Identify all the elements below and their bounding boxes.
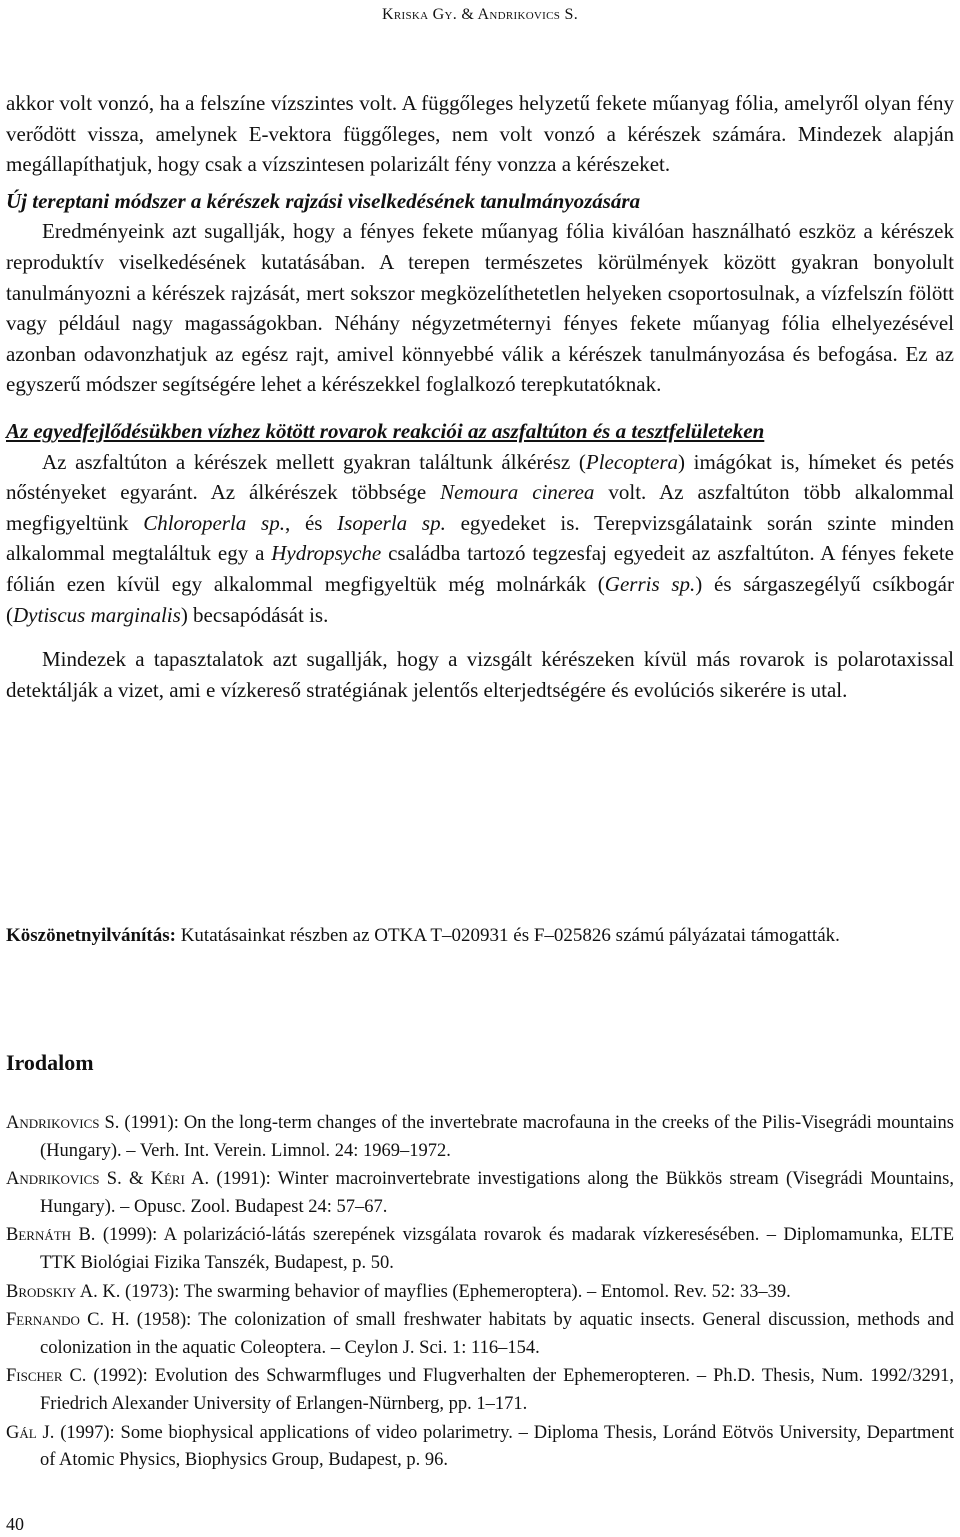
- running-head: Kriska Gy. & Andrikovics S.: [381, 6, 578, 23]
- reference-item: Andrikovics S. (1991): On the long-term changes of the invertebrate macrofauna in the creeks of the Pilis-Visegrádi mountains (Hungary). – Verh. Int. Verein. Limnol. 24: 1969–1972.: [6, 1113, 954, 1161]
- reference-item: Fernando C. H. (1958): The colonization of small freshwater habitats by aquatic insects. General discussion, methods and colonization in the aquatic Coleoptera. – Ceylon J. Sci. 1: 116–154.: [6, 1310, 954, 1358]
- taxon-name: Isoperla sp.: [337, 510, 446, 535]
- acknowledgement-text: Kutatásainkat részben az OTKA T–020931 és F–025826 számú pályázatai támogatták.: [175, 925, 840, 946]
- reference-authors: Bernáth B.: [6, 1225, 96, 1246]
- reference-authors: Fischer C.: [6, 1366, 87, 1387]
- reference-authors: Andrikovics S. & Kéri A.: [6, 1169, 210, 1190]
- main-text: [6, 88, 954, 705]
- page-number: 40: [6, 1514, 24, 1534]
- references-list: [6, 1110, 954, 1476]
- taxon-name: Chloroperla sp.: [143, 510, 285, 535]
- taxon-name: Plecoptera: [585, 449, 679, 474]
- reference-item: Gál J. (1997): Some biophysical applications of video polarimetry. – Diploma Thesis, Loránd Eötvös University, Department of Atomic Physics, Biophysics Group, Budapest, p. 96.: [6, 1422, 954, 1471]
- acknowledgement: [6, 922, 954, 949]
- taxon-name: Dytiscus marginalis: [13, 602, 181, 627]
- reference-authors: Fernando C. H.: [6, 1310, 130, 1331]
- field-method-paragraph: Eredményeink azt sugallják, hogy a fényes fekete műanyag fólia kiválóan használható eszköz a kérészek reproduktív viselkedésének kutatásában. A terepen természetes körülmények között gyakran bonyolult tanulmányozni a kérészek rajzását, mert sokszor megközelíthetetlen helyeken csoportosulnak, a vízfelszín fölött vagy például nagy magasságokban. Néhány négyzetméternyi fényes fekete műanyag fólia elhelyezésével azonban odavonzhatjuk az egész rajt, amivel könnyebbé válik a kérészek tanulmányozása és befogása. Ez az egyszerű módszer segítségére lehet a kérészekkel foglalkozó terepkutatóknak.: [6, 219, 954, 397]
- taxon-name: Hydropsyche: [271, 541, 382, 566]
- reference-authors: Andrikovics S.: [6, 1113, 120, 1133]
- reference-item: Brodskiy A. K. (1973): The swarming behavior of mayflies (Ephemeroptera). – Entomol. Rev. 52: 33–39.: [6, 1281, 791, 1302]
- section-title-aquatic-insects: Az egyedfejlődésükben vízhez kötött rovarok reakciói az aszfaltúton és a tesztfelületeken: [6, 418, 765, 443]
- section-title-field-method: Új tereptani módszer a kérészek rajzási viselkedésének tanulmányozására: [6, 188, 641, 213]
- reference-item: Fischer C. (1992): Evolution des Schwarmfluges und Flugverhalten der Ephemeropteren. – Ph.D. Thesis, Num. 1992/3291, Friedrich Alexander University of Erlangen-Nürnberg, pp. 1–171.: [6, 1366, 955, 1414]
- reference-authors: Gál J.: [6, 1422, 55, 1443]
- conclusion-paragraph: Mindezek a tapasztalatok azt sugallják, hogy a vizsgált kérészeken kívül más rovarok is polarotaxissal detektálják a vizet, ami e vízkereső stratégiának jelentős elterjedtségére és evolúciós sikerére is utal.: [6, 647, 954, 702]
- reference-item: Andrikovics S. & Kéri A. (1991): Winter macroinvertebrate investigations along the Bükkös stream (Visegrádi Mountains, Hungary). – Opusc. Zool. Budapest 24: 57–67.: [6, 1169, 954, 1217]
- reference-item: Bernáth B. (1999): A polarizáció-látás szerepének vizsgálata rovarok és madarak vízkeresésében. – Diplomamunka, ELTE TTK Biológiai Fizika Tanszék, Budapest, p. 50.: [6, 1225, 954, 1273]
- taxon-name: Gerris sp.: [604, 571, 696, 596]
- references-heading-block: [6, 1050, 954, 1076]
- references-heading: Irodalom: [6, 1050, 94, 1075]
- taxon-name: Nemoura cinerea: [440, 480, 595, 505]
- aquatic-insects-paragraph: Az aszfaltúton a kérészek mellett gyakran találtunk álkérész (Plecoptera) imágókat is, hímeket és petés nőstényeket egyaránt. Az álkérészek többsége Nemoura cinerea volt. Az aszfaltúton több alkalommal megfigyeltünk Chloroperla sp., és Isoperla sp. egyedeket is. Terepvizsgálataink során szinte minden alkalommal megtaláltuk egy a Hydropsyche családba tartozó tegzesfaj egyedeit az aszfaltúton. A fényes fekete fólián ezen kívül egy alkalommal megfigyeltük még molnárkák (Gerris sp.) és sárgaszegélyű csíkbogár (Dytiscus marginalis) becsapódását is.: [6, 449, 955, 627]
- reference-authors: Brodskiy A. K.: [6, 1281, 121, 1302]
- intro-paragraph: akkor volt vonzó, ha a felszíne vízszintes volt. A függőleges helyzetű fekete műanyag fólia, amelyről olyan fény verődött vissza, amelynek E-vektora függőleges, nem volt vonzó a kérészek számára. Mindezek alapján megállapíthatjuk, hogy csak a vízszintesen polarizált fény vonzza a kérészeket.: [6, 91, 954, 177]
- acknowledgement-label: Köszönetnyilvánítás:: [6, 925, 176, 946]
